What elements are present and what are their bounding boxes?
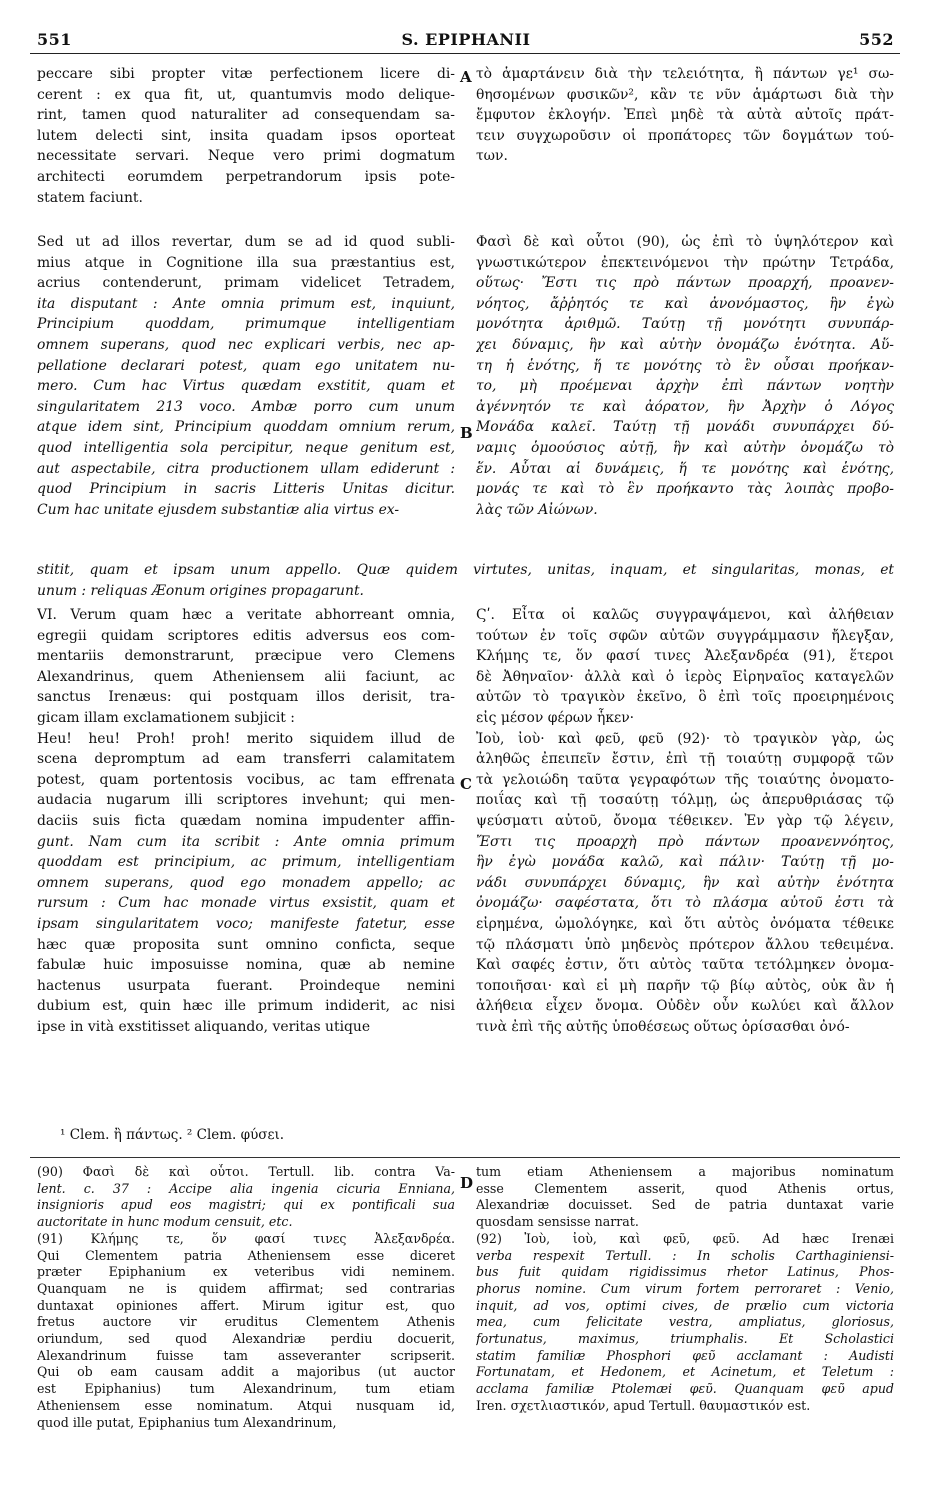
footnote-line: tum etiam Atheniensem a majoribus nominatum: [476, 1164, 894, 1179]
greek-line: ψεύσματι αὐτοῦ, ὄνομα τέθεικεν. Ἐν γὰρ τῷ λέγειν,: [476, 812, 894, 829]
footnote-line: præter Epiphanium ex veteribus vidi neminem.: [37, 1264, 455, 1280]
margin-marker-d: D: [460, 1174, 474, 1192]
footnote-line: fretus auctore vir eruditus Clementem Athenis: [37, 1314, 455, 1330]
footnote-line: statim familiæ Phosphori φεῦ acclamant : Audisti: [476, 1347, 894, 1363]
margin-marker-c: C: [460, 775, 472, 793]
greek-line: ὀνομάζω· σαφέστατα, ὅτι τὸ πλάσμα αὐτοῦ ἐστι τὰ: [476, 895, 894, 912]
latin-line: rursum : Cum hac monade virtus exsistit, quam et: [37, 895, 455, 912]
footnote-line: Iren. σχετλιαστικόν, apud Tertull. θαυμαστικόν est.: [476, 1397, 811, 1413]
greek-line: Μονάδα καλεῖ. Ταύτῃ τῇ μονάδι συνυπάρχει δύ-: [476, 419, 894, 436]
latin-line: daciis suis ficta quædam nomina impudenter affin-: [37, 812, 455, 829]
latin-line: hactenus usurpata fuerant. Proindeque nemini: [37, 977, 455, 994]
margin-marker-b: B: [460, 424, 473, 442]
latin-line: gunt. Nam cum ita scribit : Ante omnia primum: [37, 833, 455, 850]
greek-line: λὰς τῶν Αἰώνων.: [476, 501, 598, 518]
footnote-line: Alexandrinum fuisse tam asseveranter scripserit.: [37, 1347, 455, 1363]
latin-line: mentariis demonstrarunt, præcipue vero Clemens: [37, 648, 455, 665]
greek-line: οὕτως· Ἔστι τις πρὸ πάντων προαρχή, προανεν-: [476, 275, 894, 292]
latin-line: scena depromptum ad eam transferri calamitatem: [37, 751, 455, 768]
greek-line: το, μὴ προέμεναι ἀρχὴν ἐπὶ πάντων νοητὴν: [476, 378, 894, 395]
footnote-line: Quanquam ne is quidem affirmat; sed contrarias: [37, 1280, 455, 1296]
greek-line: ἀλήθεια εἶχεν ὄνομα. Οὐδὲν οὖν κωλύει καὶ ἄλλον: [476, 998, 894, 1015]
footnote-line: esse Clementem asserit, quod Athenis ortus,: [476, 1180, 894, 1196]
latin-line: architecti eorumdem perpetrandorum ipsis pote-: [37, 168, 455, 185]
latin-line: dubium est, quin hæc ille primum indiderit, ac nisi: [37, 998, 455, 1015]
greek-line: τῷ πλάσματι ὑπὸ μηδενὸς πρότερον ἄλλου τεθειμένα.: [476, 936, 894, 953]
greek-line: νάδι συνυπάρχει δύναμις, ἣν καὶ αὐτὴν ἑνότητα: [476, 874, 894, 891]
latin-line: audacia nugarum illi scriptores invehunt; qui men-: [37, 792, 455, 809]
full-width-line: unum : reliquas Æonum origines propagarunt.: [37, 582, 364, 599]
footnote-line: Atheniensem esse nominatum. Atqui nusquam id,: [37, 1397, 455, 1413]
latin-line: necessitate servari. Neque vero primi dogmatum: [37, 148, 455, 165]
latin-line: lutem delecti sint, insita quadam ipsos oporteat: [37, 127, 455, 144]
latin-line: acrius contenderunt, primam videlicet Tetradem,: [37, 275, 455, 292]
latin-line: singularitatem 213 voco. Ambæ porro cum unum: [37, 398, 455, 415]
greek-line: αὐτῶν τὸ τραγικὸν ἐκεῖνο, ὃ ἐπὶ τοῖς προειρημένοις: [476, 689, 894, 706]
greek-line: τινὰ ἐπὶ τῆς αὐτῆς ὑποθέσεως οὕτως ὁρίσασθαι ὀνό-: [476, 1018, 850, 1035]
latin-line: VI. Verum quam hæc a veritate abhorreant omnia,: [37, 607, 455, 623]
latin-line: ipsam singularitatem voco; manifeste fatetur, esse: [37, 915, 455, 932]
greek-line: Φασὶ δὲ καὶ οὗτοι (90), ὡς ἐπὶ τὸ ὑψηλότερον καὶ: [476, 234, 894, 250]
greek-line: Ἰοὺ, ἰοὺ· καὶ φεῦ, φεῦ (92)· τὸ τραγικὸν γὰρ, ὡς: [476, 730, 894, 747]
greek-line: Ἔστι τις προαρχὴ πρὸ πάντων προανεννόητος,: [476, 833, 894, 850]
latin-line: potest, quam portentosis vocibus, ac tam effrenata: [37, 771, 455, 788]
notes-rule: [30, 1157, 900, 1158]
greek-line: δὲ Ἀθηναῖον· ἀλλὰ καὶ ὁ ἱερὸς Εἰρηναῖος καταγελῶν: [476, 668, 894, 685]
latin-line: aut aspectabile, citra productionem ullam ediderunt :: [37, 460, 455, 477]
footnote-line: oriundum, sed quod Alexandriæ perdiu docuerit,: [37, 1331, 455, 1347]
latin-line: cerent : ex qua fit, ut, quantumvis modo delique-: [37, 86, 455, 103]
footnote-line: duntaxat opiniones affert. Mirum igitur est, quo: [37, 1297, 455, 1313]
latin-line: peccare sibi propter vitæ perfectionem licere di-: [37, 66, 455, 82]
footnote-line: quosdam sensisse narrat.: [476, 1214, 639, 1230]
footnote-line: acclama familiæ Ptolemæi φεῦ. Quanquam φεῦ apud: [476, 1381, 894, 1397]
latin-text-lower: [37, 605, 455, 1037]
greek-line: Καὶ σαφές ἐστιν, ὅτι αὐτὸς ταῦτα τετόλμηκεν ὀνομα-: [476, 957, 894, 974]
footnotes-left: [37, 1164, 455, 1431]
right-page-number: 552: [859, 30, 894, 49]
latin-line: omnem superans, quod nec explicari verbis, nec ap-: [37, 336, 455, 353]
latin-line: statem faciunt.: [37, 189, 143, 206]
greek-line: ποιΐας καὶ τῇ τοσαύτῃ τόλμῃ, ὡς ἀπερυθριάσας τῷ: [476, 792, 894, 809]
footnote-line: quod ille putat, Epiphanius tum Alexandrinum,: [37, 1414, 337, 1430]
footnote-line: phorus nomine. Cum virum fortem perroraret : Venio,: [476, 1280, 894, 1296]
greek-line: τοποιῆσαι· καὶ εἰ μὴ παρῆν τῷ βίῳ αὐτὸς, οὐκ ἂν ἡ: [476, 977, 894, 994]
footnote-line: verba respexit Tertull. : In scholis Carthaginiensi-: [476, 1247, 894, 1263]
full-width-latin-lines: [37, 560, 894, 601]
latin-line: quod intelligentia sola percipitur, neque genitum est,: [37, 439, 455, 456]
greek-line: ναμις ὁμοούσιος αὐτῇ, ἣν καὶ αὐτὴν ὀνομάζω τὸ: [476, 439, 894, 456]
greek-line: εἰς μέσον φέρων ἧκεν·: [476, 709, 635, 726]
running-title: S. EPIPHANII: [401, 30, 531, 49]
footnote-line: inquit, ad vos, optimi cives, de prælio cum victoria: [476, 1297, 894, 1313]
latin-line: quod Principium in sacris Litteris Unitas dicitur.: [37, 481, 455, 498]
latin-line: gicam illam exclamationem subjicit :: [37, 709, 295, 726]
greek-text-middle: [476, 232, 894, 520]
latin-line: mius atque in Cognitione illa sua præstantius est,: [37, 254, 455, 271]
greek-line: τη ἡ ἑνότης, ἥ τε μονότης τὸ ἓν οὖσαι προήκαν-: [476, 357, 894, 374]
greek-line: μονάς τε καὶ τὸ ἓν προήκαντο τὰς λοιπὰς προβο-: [476, 481, 894, 498]
greek-line: τὰ γελοιώδη ταῦτα γεγραφότων τῆς τοιαύτης ὀνοματο-: [476, 771, 894, 788]
footnote-line: est Epiphanius) tum Alexandrinum, tum etiam: [37, 1381, 455, 1397]
latin-line: omnem superans, quod ego monadem appello; ac: [37, 874, 455, 891]
footnote-line: Alexandriæ docuisset. Sed de patria duntaxat varie: [476, 1197, 894, 1213]
latin-line: rint, tamen quod naturaliter ad consequendam sa-: [37, 107, 455, 124]
footnote-line: Qui Clementem patria Atheniensem esse diceret: [37, 1247, 455, 1263]
greek-line: ἀληθῶς ἐπειπεῖν ἔστιν, ἐπὶ τῇ τοιαύτῃ συμφορᾷ τῶν: [476, 751, 894, 768]
footnote-line: (92) Ἰοὺ, ἰοὺ, καὶ φεῦ, φεῦ. Ad hæc Irenæi: [476, 1230, 894, 1246]
footnote-line: fortunatus, maximus, triumphalis. Et Scholastici: [476, 1331, 894, 1347]
footnote-line: mea, cum felicitate vestra, ampliatus, gloriosus,: [476, 1314, 894, 1330]
greek-line: θησομένων φυσικῶν², κἂν τε νῦν ἁμάρτωσι διὰ τὴν: [476, 86, 894, 103]
header-rule: [30, 53, 900, 54]
latin-line: Cum hac unitate ejusdem substantiæ alia virtus ex-: [37, 501, 400, 518]
greek-line: τὸ ἁμαρτάνειν διὰ τὴν τελειότητα, ἢ πάντων γε¹ σω-: [476, 66, 894, 82]
latin-line: Sed ut ad illos revertar, dum se ad id quod subli-: [37, 234, 455, 250]
latin-line: sanctus Irenæus: qui postquam illos derisit, tra-: [37, 689, 455, 706]
footnote-line: bus fuit quidam rigidissimus rhetor Latinus, Phos-: [476, 1264, 894, 1280]
latin-line: pellatione declarari potest, quam ego unitatem nu-: [37, 357, 455, 374]
footnote-line: Qui ob eam causam addit a majoribus (ut auctor: [37, 1364, 455, 1380]
footnote-line: lent. c. 37 : Accipe alia ingenia cicuria Enniana,: [37, 1180, 455, 1196]
left-page-number: 551: [37, 30, 72, 49]
latin-line: mero. Cum hac Virtus quædam exstitit, quam et: [37, 378, 455, 395]
latin-line: quoddam est principium, ac primum, intelligentiam: [37, 854, 455, 871]
footnote-line: (90) Φασὶ δὲ καὶ οὗτοι. Tertull. lib. contra Va-: [37, 1164, 455, 1179]
full-width-line: stitit, quam et ipsam unum appello. Quæ quidem virtutes, unitas, inquam, et singularitas, monas, et: [37, 562, 894, 578]
greek-line: τειν συγχωροῦσιν οἱ προπάτορες τῶν δογμάτων τού-: [476, 127, 894, 144]
greek-text-lower: [476, 605, 894, 1037]
greek-line: εἰρημένα, ὡμολόγηκε, καὶ ὅτι αὐτὸς ὀνόματα τέθεικε: [476, 915, 894, 932]
critical-apparatus: ¹ Clem. ἢ πάντως. ² Clem. φύσει.: [60, 1127, 285, 1143]
latin-line: ita disputant : Ante omnia primum est, inquiunt,: [37, 295, 455, 312]
latin-line: Alexandrinus, quem Atheniensem alii faciunt, ac: [37, 668, 455, 685]
greek-line: μονότητα ἀριθμῶ. Ταύτῃ τῇ μονότητι συνυπάρ-: [476, 316, 894, 333]
greek-line: χει δύναμις, ἣν καὶ αὐτὴν ὀνομάζω ἑνότητα. Αὕ-: [476, 336, 894, 353]
latin-text-top: [37, 64, 455, 208]
footnote-line: auctoritate in hunc modum censuit, etc.: [37, 1214, 293, 1230]
latin-line: ipse in vità exstitisset aliquando, veritas utique: [37, 1018, 371, 1035]
greek-line: τούτων ἐν τοῖς σφῶν αὐτῶν συγγράμμασιν ἤλεγξαν,: [476, 627, 894, 644]
greek-line: των.: [476, 148, 508, 165]
greek-line: γνωστικώτερον ἐπεκτεινόμενοι τὴν πρώτην Τετράδα,: [476, 254, 894, 271]
footnote-line: (91) Κλήμης τε, ὅν φασί τινες Ἀλεξανδρέα.: [37, 1230, 455, 1246]
latin-line: hæc quæ proposita sunt omnino conficta, seque: [37, 936, 455, 953]
greek-line: ἕν. Αὗται αἱ δυνάμεις, ἥ τε μονότης καὶ ἑνότης,: [476, 460, 894, 477]
margin-marker-a: A: [460, 68, 472, 86]
greek-line: Κλήμης τε, ὅν φασί τινες Ἀλεξανδρέα (91), ἕτεροι: [476, 648, 894, 665]
greek-line: ἣν ἐγὼ μονάδα καλῶ, καὶ πάλιν· Ταύτῃ τῇ μο-: [476, 854, 894, 871]
greek-line: ἔμφυτον ἐκλογήν. Ἐπεὶ μηδὲ τὰ αὐτὰ αὐτοῖς πράτ-: [476, 107, 894, 124]
latin-line: egregii quidam scriptores editis adversus eos com-: [37, 627, 455, 644]
footnotes-right: [476, 1164, 894, 1415]
latin-line: atque idem sint, Principium quoddam omnium rerum,: [37, 419, 455, 436]
greek-text-top: [476, 64, 894, 167]
latin-line: Heu! heu! Proh! proh! merito siquidem illud de: [37, 730, 455, 747]
footnote-line: Fortunatam, et Hedonem, et Acinetum, et Teletum :: [476, 1364, 894, 1380]
greek-line: ἀγέννητόν τε καὶ ἀόρατον, ἣν Ἀρχὴν ὁ Λόγος: [476, 398, 894, 415]
latin-line: Principium quoddam, primumque intelligentiam: [37, 316, 455, 333]
greek-line: νόητος, ἄῤῥητός τε καὶ ἀνονόμαστος, ἣν ἐγὼ: [476, 295, 894, 312]
latin-line: fabulæ huic imposuisse nomina, quæ ab nemine: [37, 957, 455, 974]
greek-line: Ϛʹ. Εἶτα οἱ καλῶς συγγραψάμενοι, καὶ ἀλήθειαν: [476, 607, 894, 623]
latin-text-middle: [37, 232, 455, 520]
footnote-line: insignioris apud eos magistri; qui ex pontificali sua: [37, 1197, 455, 1213]
